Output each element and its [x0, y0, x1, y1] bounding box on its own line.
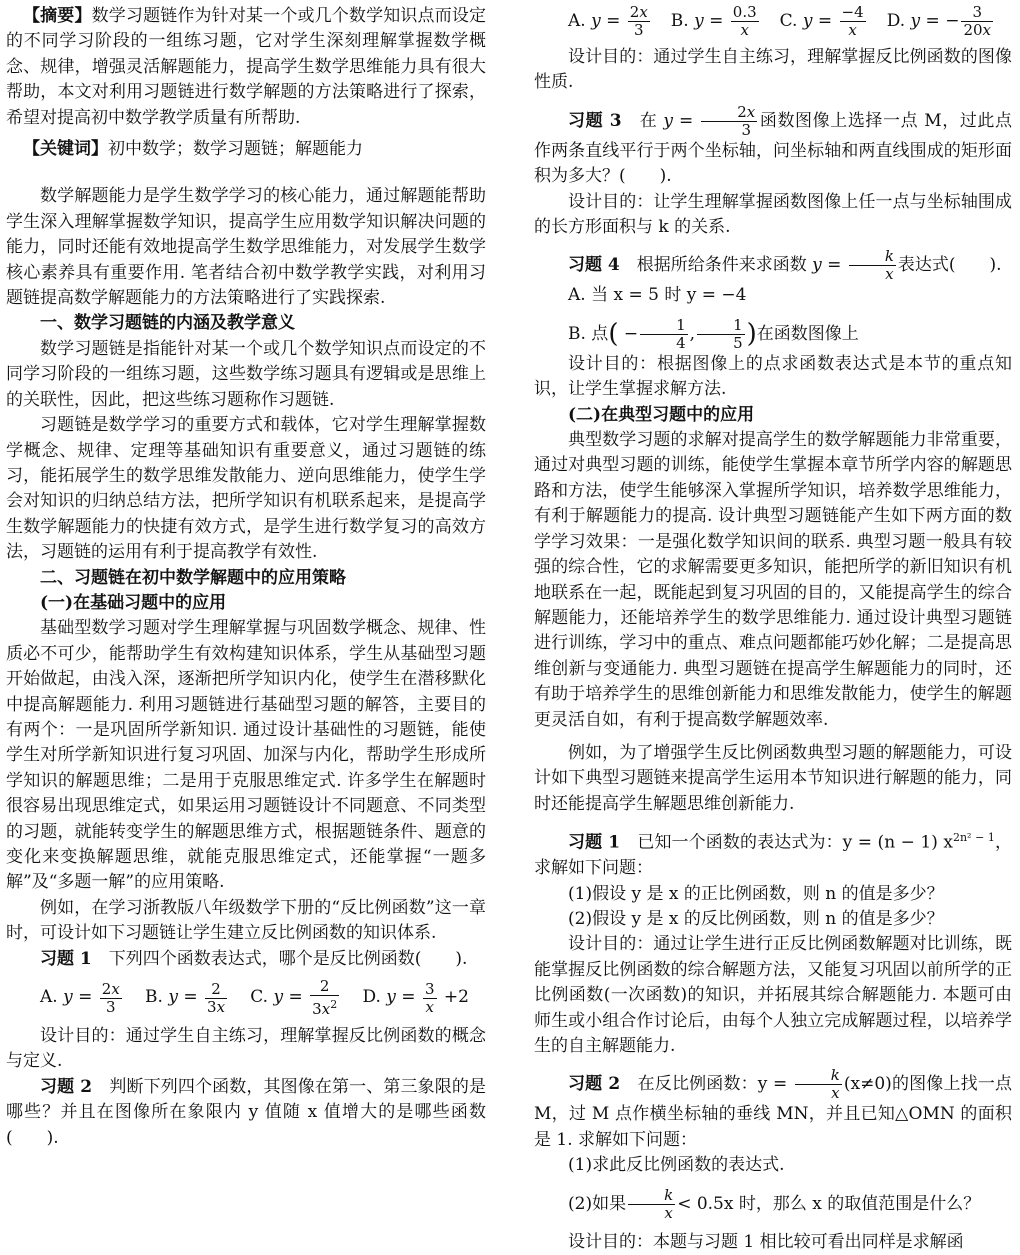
exercise-1-options [6, 978, 486, 1018]
sub-question: (1)假设 y 是 x 的正比例函数，则 n 的值是多少？ [568, 883, 944, 904]
option-c: C. y = $\frac{-4}{x}$ [779, 3, 864, 39]
keywords-label: 【关键词】 [23, 139, 108, 160]
intro-paragraph: 数学解题能力是学生数学学习的核心能力，通过解题能帮助学生深入理解掌握数学知识，提高学生应用数学知识解决问题的能力，同时还能有效地提高学生数学思维能力，对发展学生数学核心素养具有重要作用. 笔者结合初中数学教学实践，对利用习题链提高数学解题能力的方法策略进行了实践探索. [6, 186, 486, 309]
design-purpose: 设计目的：根据图像上的点求函数表达式是本节的重点知识，让学生掌握求解方法. [534, 353, 1012, 400]
subsection-heading-2: (二)在典型习题中的应用 [568, 404, 755, 425]
design-purpose: 设计目的：让学生理解掌握函数图像上任一点与坐标轴围成的长方形面积与 k 的关系. [534, 191, 1012, 238]
paragraph: 例如，为了增强学生反比例函数典型习题的解题能力，可设计如下典型习题链来提高学生运用本节知识进行解题的能力，同时还能提高学生解题思维创新能力. [534, 742, 1012, 814]
option-d: D. y = $\frac{3}{x}$ +2 [362, 979, 469, 1016]
paragraph: 基础型数学习题对学生理解掌握与巩固数学概念、规律、性质必不可少，能帮助学生有效构建知识体系，学生从基础型习题开始做起，由浅入深，逐渐把所学知识内化，使学生在潜移默化中提高解题能力. 利用习题链进行基础型习题的解答，主要目的有两个：一是巩固所学新知识. 通过设计基础性的习题链，能使学生对所学新知识进行复习巩固、加深与内化，帮助学生形成所学知识的解题思维；二是用于克服思维定式. 许多学生在解题时很容易出现思维定式，如果运用习题链设计不同题意、不同类型的习题，就能转变学生的解题思维方式，根据题链条件、题意的变化来变换解题思维，就能克服思维定式，还能掌握“一题多解”及“多题一解”的应用策略. [6, 618, 486, 893]
option-a: A. y = $\frac{2x}{3}$ [40, 979, 120, 1016]
sub-question: (2)假设 y 是 x 的反比例函数，则 n 的值是多少？ [568, 909, 944, 930]
exercise-label: 习题 1 [568, 832, 621, 853]
option-d: D. y = − $\frac{3}{20x}$ [886, 3, 991, 39]
exercise-1 [6, 947, 486, 972]
left-column [6, 4, 486, 1151]
exercise-4: 习题 4 根据所给条件来求函数 y = $\frac{k}{x}$ 表达式( ). [568, 247, 1002, 284]
design-purpose: 设计目的：通过学生自主练习，理解掌握反比例函数的概念与定义. [6, 1026, 486, 1072]
section-heading-1: 一、数学习题链的内涵及教学意义 [40, 313, 295, 334]
sub-question: (1)求此反比例函数的表达式. [568, 1155, 785, 1176]
option-a: A. 当 x = 5 时 y = −4 [568, 285, 747, 306]
exercise-3: 习题 3 在 y = $\frac{2x}{3}$ 函数图像上选择一点 M，过此点作两条直线平行于两个坐标轴，问坐标轴和两直线围成的矩形面积为多大？( ). [534, 102, 1013, 187]
abstract-label: 【摘要】 [23, 6, 92, 26]
exercise-2-options [534, 4, 1012, 39]
option-b: B. y = $\frac{2}{3x}$ [145, 979, 226, 1016]
exercise-text: 函数图像上选择一点 M，过此点作两条直线平行于两个坐标轴，问坐标轴和两直线围成的矩形面积为多大？( ). [534, 110, 1013, 187]
design-purpose: 设计目的：通过学生自主练习，理解掌握反比例函数的图像性质. [534, 47, 1012, 93]
exercise-label: 习题 2 [568, 1074, 621, 1095]
option-b: B. y = $\frac{0.3}{x}$ [670, 3, 757, 39]
paragraph: 例如，在学习浙教版八年级数学下册的“反比例函数”这一章时，可设计如下习题链让学生建立反比例函数的知识体系. [6, 897, 486, 944]
exercise-label: 习题 3 [568, 110, 622, 131]
option-a: A. y = $\frac{2x}{3}$ [568, 3, 648, 39]
abstract-text: 数学习题链作为针对某一个或几个数学知识点而设定的不同学习阶段的一组练习题，它对学生深刻理解掌握数学概念、规律，增强灵活解题能力，提高学生数学思维能力具有很大帮助，本文对利用习题链进行数学解题的方法策略进行了探索，希望对提高初中数学教学质量有所帮助. [6, 6, 487, 128]
section-heading-2: 二、习题链在初中数学解题中的应用策略 [40, 567, 346, 588]
right-column [534, 4, 1012, 1255]
design-purpose: 设计目的：通过让学生进行正反比例函数解题对比训练，既能掌握反比例函数的综合解题方法，又能复习巩固以前所学的正比例函数(一次函数)的知识，并拓展其综合解题能力. 本题可由师生或小组合作讨论后，由每个人独立完成解题过程，以培养学生的自主解题能力. [534, 934, 1012, 1057]
keywords-text: 初中数学；数学习题链；解题能力 [108, 139, 363, 160]
option-c: C. y = $\frac{2}{3x^2}$ [250, 977, 338, 1019]
exercise-label: 习题 2 [40, 1076, 93, 1097]
sub-question: (2)如果 $\frac{k}{x}$ < 0.5x 时，那么 x 的取值范围是什么？ [568, 1185, 981, 1222]
option-b: B. 点( − $\frac{1}{4}$ , $\frac{1}{5}$ )在函数图像上 [568, 315, 859, 352]
exercise-text: 判断下列四个函数，其图像在第一、第三象限的是哪些？并且在图像所在象限内 y 值随 x 值增大的是哪些函数( ). [6, 1076, 486, 1148]
exercise-label: 习题 4 [568, 255, 620, 276]
typical-exercise-1: 习题 1 已知一个函数的表达式为：y = (n − 1) $x^{2n^2 - 1}$，求解如下问题： [534, 831, 1013, 879]
exercise-label: 习题 1 [40, 948, 92, 969]
keywords [6, 137, 486, 162]
paragraph: 习题链是数学学习的重要方式和载体，它对学生理解掌握数学概念、规律、定理等基础知识有重要意义，通过习题链的练习，能拓展学生的数学思维发散能力、逆向思维能力，使学生学会对知识的归纳总结方法，把所学知识有机联系起来，是提高学生数学解题能力的快捷有效方式，是学生进行数学复习的高效方法，习题链的运用有利于提高教学有效性. [6, 415, 486, 563]
paragraph: 典型数学习题的求解对提高学生的数学解题能力非常重要，通过对典型习题的训练，能使学生掌握本章节所学内容的解题思路和方法，使学生能够深入掌握所学知识，培养数学思维能力，有利于解题能力的提高. 设计典型习题链能产生如下两方面的数学学习效果：一是强化数学知识间的联系. 典型习题一般具有较强的综合性，它的求解需要更多知识，能把所学的新旧知识有机地联系在一起，既能起到复习巩固的目的，又能提高学生的综合解题能力，还能培养学生的数学思维能力. 通过设计典型习题链进行训练，学习中的重点、难点问题都能巧妙化解；二是提高思维创新与变通能力. 典型习题链在提高学生解题能力的同时，还有助于培养学生的思维创新能力和思维发散能力，使学生的解题更灵活自如，有利于提高数学解题效率. [534, 430, 1012, 730]
typical-exercise-2: 习题 2 在反比例函数：y = $\frac{k}{x}$ (x≠0)的图像上找一点M，过 M 点作横坐标轴的垂线 MN，并且已知△OMN 的面积是 1. 求解如下问题： [534, 1066, 1012, 1150]
paragraph: 数学习题链是指能针对某一个或几个数学知识点而设定的不同学习阶段的一组练习题，这些数学练习题具有逻辑或是思维上的关联性，因此，把这些练习题称作习题链. [6, 338, 486, 410]
exercise-text: 下列四个函数表达式，哪个是反比例函数( ). [108, 948, 468, 969]
exercise-2 [6, 1075, 486, 1151]
subsection-heading-1: (一)在基础习题中的应用 [40, 592, 227, 613]
abstract [6, 4, 486, 131]
design-purpose: 设计目的：本题与习题 1 相比较可看出同样是求解函 [568, 1231, 964, 1252]
